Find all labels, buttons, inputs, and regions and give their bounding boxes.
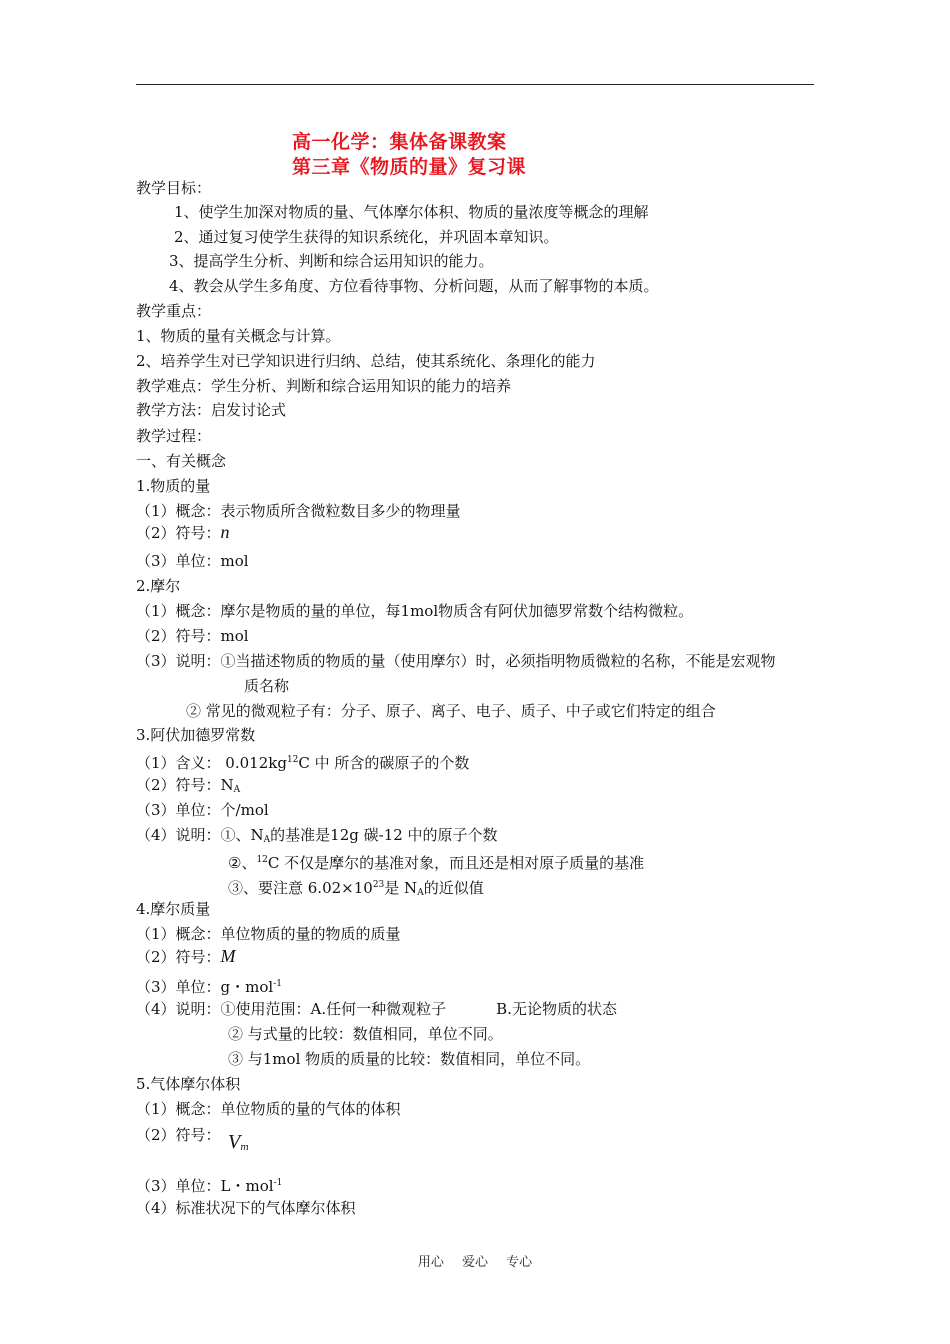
symbol-line: （2）符号：$N_A$ (136, 776, 241, 795)
note-line: ③ 与1mol 物质的质量的比较：数值相同，单位不同。 (228, 1050, 591, 1068)
header-rule (136, 84, 814, 85)
part-heading: 一、有关概念 (136, 452, 227, 470)
process-heading: 教学过程： (136, 427, 212, 445)
concept-line: （1）概念：表示物质所含微粒数目多少的物理量 (136, 502, 461, 520)
meaning-line: （1）含义： $0.012kg^{12}C$ 中 所含的碳原子的个数 (136, 754, 470, 772)
unit-line: （3）单位：mol (136, 552, 249, 570)
concept-line: （1）概念：单位物质的量的气体的体积 (136, 1100, 401, 1118)
note-line: ② 与式量的比较：数值相同，单位不同。 (228, 1025, 503, 1043)
note-line: ② 常见的微观粒子有：分子、原子、离子、电子、质子、中子或它们特定的组合 (186, 702, 716, 720)
focus-item: 2、培养学生对已学知识进行归纳、总结，使其系统化、条理化的能力 (136, 352, 596, 370)
method-line: 教学方法：启发讨论式 (136, 401, 287, 419)
focus-heading: 教学重点： (136, 302, 212, 320)
concept-line: （1）概念：摩尔是物质的量的单位，每1mol物质含有阿伏加德罗常数个结构微粒。 (136, 602, 694, 620)
note-line: ③、要注意 $6.02\times 10^{23}$是 $N_A$的近似值 (228, 879, 484, 898)
goal-item: 3、提高学生分析、判断和综合运用知识的能力。 (169, 252, 494, 270)
section-title: 4.摩尔质量 (136, 900, 211, 918)
section-title: 3.阿伏加德罗常数 (136, 726, 256, 744)
concept-line: （1）概念：单位物质的量的物质的质量 (136, 925, 401, 943)
doc-subtitle: 第三章《物质的量》复习课 (292, 156, 527, 178)
difficulty-line: 教学难点：学生分析、判断和综合运用知识的能力的培养 (136, 377, 512, 395)
unit-line: （3）单位：个/mol (136, 801, 269, 819)
symbol-line: （2）符号：mol (136, 627, 249, 645)
symbol-n: n (220, 522, 230, 542)
goal-item: 1、使学生加深对物质的量、气体摩尔体积、物质的量浓度等概念的理解 (174, 203, 649, 221)
note-line: 质名称 (244, 677, 290, 695)
unit-line: （3）单位：g・mol$^{-1}$ (136, 978, 282, 996)
unit-line: （3）单位：L・mol$^{-1}$ (136, 1177, 283, 1195)
note-line: （4）说明：①使用范围：A.任何一种微观粒子 B.无论物质的状态 (136, 1000, 617, 1018)
doc-title: 高一化学：集体备课教案 (292, 131, 507, 153)
goals-heading: 教学目标： (136, 179, 212, 197)
page-footer: 用心 爱心 专心 (417, 1255, 533, 1270)
note-line: （4）标准状况下的气体摩尔体积 (136, 1199, 356, 1217)
symbol-line: （2）符号： (136, 1126, 221, 1144)
section-title: 2.摩尔 (136, 577, 181, 595)
symbol-line: （2）符号：M (136, 946, 236, 966)
symbol-vm: $V_m$ (228, 1131, 249, 1153)
section-title: 5.气体摩尔体积 (136, 1075, 241, 1093)
section-title: 1.物质的量 (136, 477, 211, 495)
focus-item: 1、物质的量有关概念与计算。 (136, 327, 341, 345)
goal-item: 4、教会从学生多角度、方位看待事物、分析问题，从而了解事物的本质。 (169, 277, 659, 295)
note-line: ②、$^{12}$C 不仅是摩尔的基准对象，而且还是相对原子质量的基准 (228, 854, 645, 872)
symbol-m: M (220, 946, 236, 966)
note-line: （4）说明：①、$N_A$的基准是12g 碳-12 中的原子个数 (136, 826, 498, 845)
symbol-line: （2）符号：n (136, 522, 230, 542)
goal-item: 2、通过复习使学生获得的知识系统化，并巩固本章知识。 (174, 228, 559, 246)
note-line: （3）说明：①当描述物质的物质的量（使用摩尔）时，必须指明物质微粒的名称，不能是宏观物 (136, 652, 776, 670)
